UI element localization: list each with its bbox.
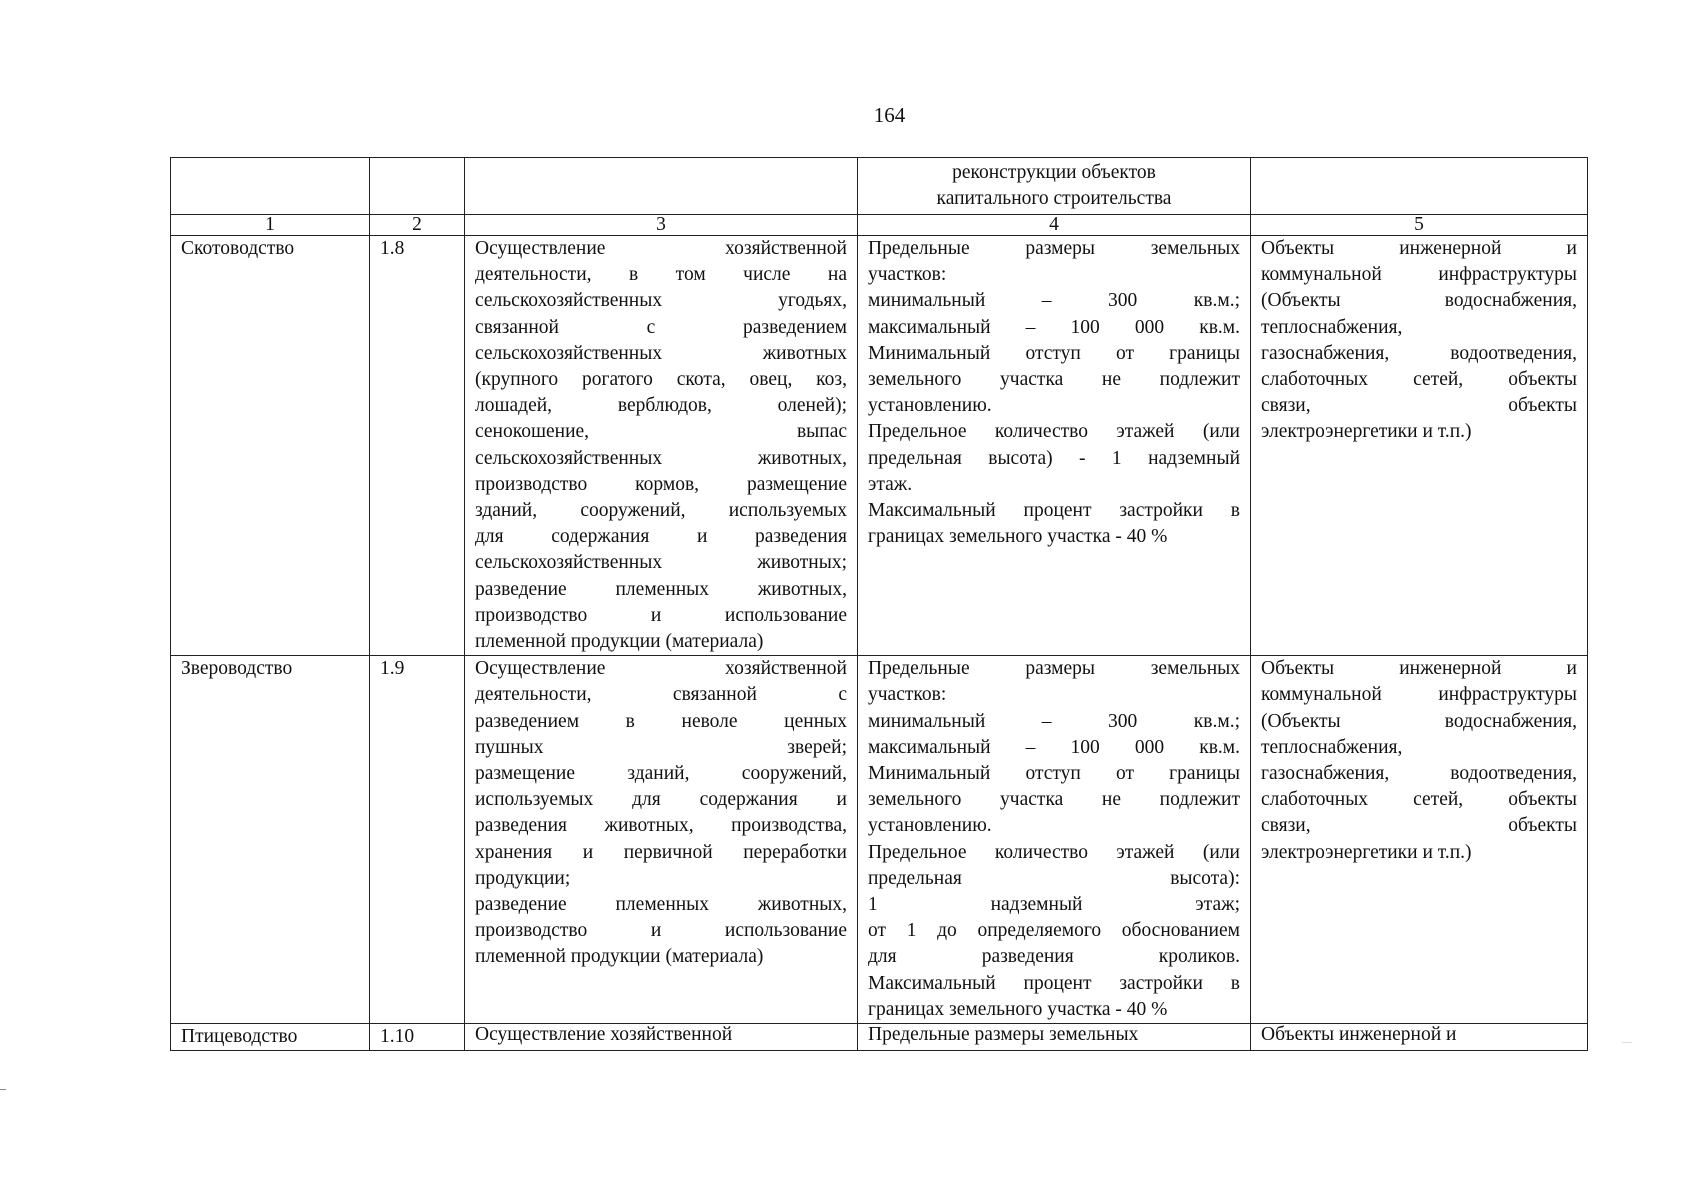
scan-margin-mark <box>1622 1042 1632 1043</box>
header-continuation-line: реконструкции объектов <box>952 162 1156 183</box>
use-type-code: 1.10 <box>370 1024 465 1051</box>
use-type-description <box>465 236 858 656</box>
use-type-objects <box>1251 236 1588 656</box>
cell-text-line: слаботочных сетей, объекты <box>1261 369 1577 391</box>
cell-text-line: сельскохозяйственных угодьях, <box>475 290 847 312</box>
header-cell-5 <box>1251 158 1588 215</box>
cell-text-line: теплоснабжения, <box>1261 316 1403 338</box>
cell-text-line: газоснабжения, водоотведения, <box>1261 342 1577 364</box>
land-use-table <box>170 157 1588 1051</box>
cell-text-line: разведение племенных животных, <box>475 894 847 916</box>
cell-text-line: максимальный – 100 000 кв.м. <box>868 736 1240 758</box>
cell-text-line: Предельное количество этажей (или <box>868 421 1240 443</box>
continuation-header-row <box>171 158 1588 215</box>
cell-text-line: производство и использование <box>475 920 847 942</box>
use-type-parameters <box>858 1024 1251 1051</box>
cell-text-line: для разведения кроликов. <box>868 946 1240 968</box>
cell-text-line: сенокошение, выпас <box>475 421 847 443</box>
column-number: 3 <box>465 215 858 236</box>
cell-text-line: размещение зданий, сооружений, <box>475 763 847 785</box>
cell-text-line: разведение племенных животных, <box>475 578 847 600</box>
cell-text-line: используемых для содержания и <box>475 789 847 811</box>
cell-text-line: границах земельного участка - 40 % <box>868 998 1168 1020</box>
cell-text-line: Предельные размеры земельных <box>868 1024 1139 1046</box>
cell-text-line: минимальный – 300 кв.м.; <box>868 290 1240 312</box>
cell-text-line: производство кормов, размещение <box>475 473 847 495</box>
column-number: 2 <box>370 215 465 236</box>
cell-text-line: установлению. <box>868 395 992 417</box>
cell-text-line: от 1 до определяемого обоснованием <box>868 920 1240 942</box>
cell-text-line: предельная высота) - 1 надземный <box>868 447 1240 469</box>
table-row <box>171 1024 1588 1051</box>
scan-margin-mark <box>0 1089 6 1090</box>
cell-text-line: электроэнергетики и т.п.) <box>1261 421 1472 443</box>
cell-text-line: коммунальной инфраструктуры <box>1261 684 1577 706</box>
use-type-code: 1.8 <box>370 236 465 656</box>
cell-text-line: (Объекты водоснабжения, <box>1261 710 1577 732</box>
cell-text-line: разведения животных, производства, <box>475 815 847 837</box>
cell-text-line: сельскохозяйственных животных; <box>475 552 847 574</box>
cell-text-line: (Объекты водоснабжения, <box>1261 290 1577 312</box>
cell-text-line: зданий, сооружений, используемых <box>475 500 847 522</box>
cell-text-line: Минимальный отступ от границы <box>868 342 1240 364</box>
use-type-parameters <box>858 656 1251 1024</box>
cell-text-line: земельного участка не подлежит <box>868 369 1240 391</box>
cell-text-line: Максимальный процент застройки в <box>868 500 1240 522</box>
cell-text-line: Максимальный процент застройки в <box>868 972 1240 994</box>
column-number: 5 <box>1251 215 1588 236</box>
cell-text-line: Объекты инженерной и <box>1261 1024 1457 1046</box>
use-type-description <box>465 656 858 1024</box>
header-cell-2 <box>370 158 465 215</box>
use-type-description <box>465 1024 858 1051</box>
cell-text-line: земельного участка не подлежит <box>868 789 1240 811</box>
cell-text-line: участков: <box>868 684 947 706</box>
cell-text-line: племенной продукции (материала) <box>475 631 764 653</box>
cell-text-line: (крупного рогатого скота, овец, коз, <box>475 369 847 391</box>
cell-text-line: Осуществление хозяйственной <box>475 658 847 680</box>
cell-text-line: минимальный – 300 кв.м.; <box>868 710 1240 732</box>
cell-text-line: разведением в неволе ценных <box>475 710 847 732</box>
cell-text-line: Предельное количество этажей (или <box>868 841 1240 863</box>
use-type-name: Скотоводство <box>171 236 370 656</box>
cell-text-line: деятельности, связанной с <box>475 684 847 706</box>
use-type-name: Птицеводство <box>171 1024 370 1051</box>
cell-text-line: 1 надземный этаж; <box>868 894 1240 916</box>
cell-text-line: связи, объекты <box>1261 395 1577 417</box>
header-continuation-line: капитального строительства <box>936 188 1172 210</box>
cell-text-line: производство и использование <box>475 604 847 626</box>
cell-text-line: газоснабжения, водоотведения, <box>1261 763 1577 785</box>
cell-text-line: лошадей, верблюдов, оленей); <box>475 395 847 417</box>
cell-text-line: хранения и первичной переработки <box>475 841 847 863</box>
cell-text-line: границах земельного участка - 40 % <box>868 526 1168 548</box>
cell-text-line: участков: <box>868 264 947 286</box>
page-number: 164 <box>873 103 906 127</box>
header-cell-3 <box>465 158 858 215</box>
table-row <box>171 236 1588 656</box>
cell-text-line: Объекты инженерной и <box>1261 238 1577 259</box>
cell-text-line: Минимальный отступ от границы <box>868 763 1240 785</box>
use-type-parameters <box>858 236 1251 656</box>
cell-text-line: сельскохозяйственных животных <box>475 342 847 364</box>
cell-text-line: Осуществление хозяйственной <box>475 238 847 259</box>
column-number: 1 <box>171 215 370 236</box>
header-cell-1 <box>171 158 370 215</box>
cell-text-line: установлению. <box>868 815 992 837</box>
cell-text-line: Объекты инженерной и <box>1261 658 1577 680</box>
column-number-row <box>171 215 1588 236</box>
use-type-objects <box>1251 656 1588 1024</box>
cell-text-line: деятельности, в том числе на <box>475 264 847 286</box>
use-type-name: Звероводство <box>171 656 370 1024</box>
cell-text-line: сельскохозяйственных животных, <box>475 447 847 469</box>
cell-text-line: пушных зверей; <box>475 736 847 758</box>
cell-text-line: теплоснабжения, <box>1261 736 1403 758</box>
cell-text-line: Предельные размеры земельных <box>868 238 1240 259</box>
cell-text-line: максимальный – 100 000 кв.м. <box>868 316 1240 338</box>
cell-text-line: слаботочных сетей, объекты <box>1261 789 1577 811</box>
cell-text-line: предельная высота): <box>868 867 1240 889</box>
cell-text-line: электроэнергетики и т.п.) <box>1261 841 1472 863</box>
cell-text-line: Осуществление хозяйственной <box>475 1024 733 1046</box>
cell-text-line: этаж. <box>868 473 913 495</box>
cell-text-line: связанной с разведением <box>475 316 847 338</box>
column-number: 4 <box>858 215 1251 236</box>
use-type-objects <box>1251 1024 1588 1051</box>
cell-text-line: племенной продукции (материала) <box>475 946 764 968</box>
cell-text-line: для содержания и разведения <box>475 526 847 548</box>
use-type-code: 1.9 <box>370 656 465 1024</box>
table-row <box>171 656 1588 1024</box>
cell-text-line: коммунальной инфраструктуры <box>1261 264 1577 286</box>
header-cell-4 <box>858 158 1251 215</box>
cell-text-line: продукции; <box>475 867 571 889</box>
cell-text-line: Предельные размеры земельных <box>868 658 1240 680</box>
cell-text-line: связи, объекты <box>1261 815 1577 837</box>
